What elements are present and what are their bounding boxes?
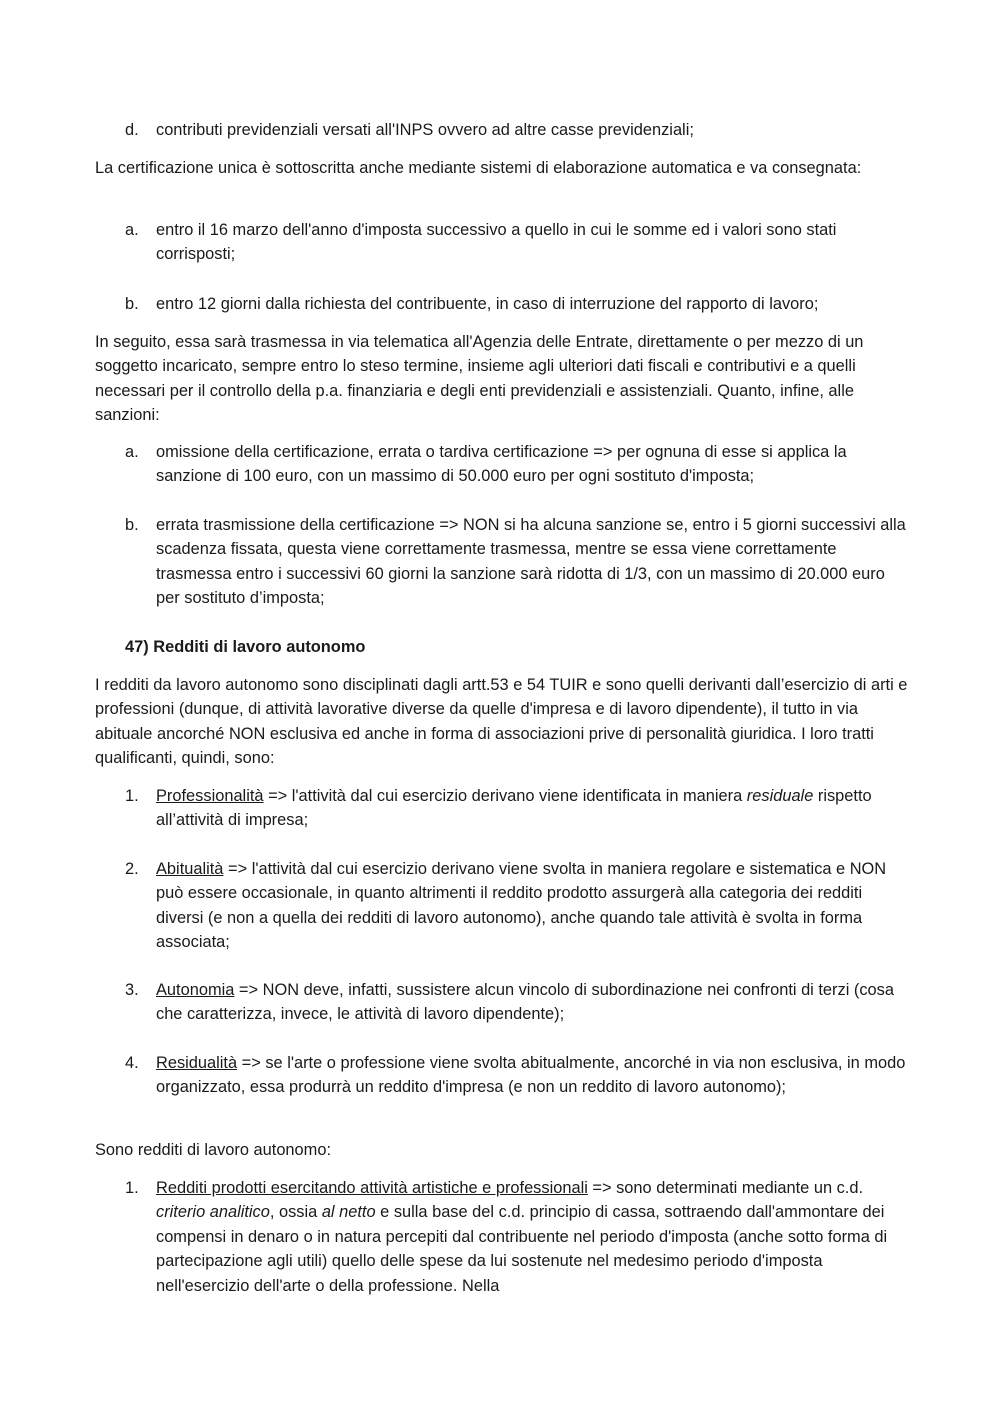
text-span: => l'attività dal cui esercizio derivano viene identificata in maniera — [263, 787, 747, 805]
emphasis: criterio analitico — [156, 1203, 270, 1222]
list-marker: 3. — [125, 981, 139, 999]
text-span: => NON deve, infatti, sussistere alcun vincolo di subordinazione nei confronti di terzi (cosa che caratterizza, invece, le attività di lavoro dipendente); — [156, 981, 894, 1024]
paragraph: Sono redditi di lavoro autonomo: — [95, 1141, 331, 1159]
list-marker: 1. — [125, 1179, 139, 1197]
emphasis: al netto — [321, 1203, 376, 1222]
list-item-text — [156, 978, 910, 1027]
list-item-text: errata trasmissione della certificazione => NON si ha alcuna sanzione se, entro i 5 giorni successivi alla scadenza fissata, questa viene correttamente trasmessa, mentre se essa viene correttamente trasmessa entro i successivi 60 giorni la sanzione sarà ridotta di 1/3, con un massimo di 20.000 euro per sostituto d’imposta; — [156, 516, 906, 608]
paragraph: In seguito, essa sarà trasmessa in via telematica all'Agenzia delle Entrate, direttamente o per mezzo di un soggetto incaricato, sempre entro lo steso termine, insieme agli ulteriori dati fiscali e contributivi e a quelli necessari per il controllo della p.a. finanziaria e degli enti previdenziali e assistenziali. Quanto, infine, alle sanzioni: — [95, 333, 864, 425]
list-item-text — [156, 1051, 910, 1100]
list-marker: b. — [125, 295, 139, 313]
list-item-text: omissione della certificazione, errata o tardiva certificazione => per ognuna di esse si applica la sanzione di 100 euro, con un massimo di 50.000 euro per ogni sostituto d'imposta; — [156, 443, 847, 486]
list-item-text — [156, 1176, 910, 1298]
list-item — [125, 1176, 910, 1298]
term: Abitualità — [156, 860, 224, 878]
list-item — [125, 292, 910, 316]
text-span: , ossia — [269, 1203, 322, 1222]
section-heading: 47) Redditi di lavoro autonomo — [125, 638, 366, 656]
list-item — [125, 218, 910, 267]
term: Professionalità — [156, 787, 264, 805]
text-span: => l'attività dal cui esercizio derivano viene svolta in maniera regolare e sistematica e NON può essere occasionale, in quanto altrimenti il reddito prodotto assurgerà alla categoria dei redditi diversi (e non a quella dei redditi di lavoro autonomo), anche quando tale attività è svolta in forma associata; — [156, 860, 887, 952]
term: Autonomia — [156, 981, 235, 999]
paragraph: I redditi da lavoro autonomo sono disciplinati dagli artt.53 e 54 TUIR e sono quelli derivanti dall’esercizio di arti e professioni (dunque, di attività lavorative diverse da quelle d'impresa e di lavoro dipendente), il tutto in via abituale ancorché NON esclusiva ed anche in forma di associazioni prive di personalità giuridica. I loro tratti qualificanti, quindi, sono: — [95, 676, 908, 768]
list-item — [125, 440, 910, 489]
term: Residualità — [156, 1054, 238, 1072]
paragraph: La certificazione unica è sottoscritta anche mediante sistemi di elaborazione automatica e va consegnata: — [95, 159, 862, 177]
list-item-text: entro 12 giorni dalla richiesta del contribuente, in caso di interruzione del rapporto di lavoro; — [156, 295, 819, 313]
text-span: rispetto all’attività di impresa; — [156, 787, 872, 830]
list-item — [125, 857, 910, 955]
list-item — [125, 513, 910, 611]
list-marker: 1. — [125, 787, 139, 805]
text-span: => se l'arte o professione viene svolta abitualmente, ancorché in via non esclusiva, in modo organizzato, essa produrrà un reddito d'impresa (e non un reddito di lavoro autonomo); — [156, 1054, 906, 1097]
list-item-text — [156, 857, 910, 955]
text-span: => sono determinati mediante un c.d. — [587, 1179, 864, 1197]
list-item — [125, 1051, 910, 1100]
list-marker: 2. — [125, 860, 139, 878]
list-item-text: contributi previdenziali versati all'INPS ovvero ad altre casse previdenziali; — [156, 121, 694, 139]
list-item — [125, 978, 910, 1027]
list-marker: 4. — [125, 1054, 139, 1072]
list-marker: a. — [125, 221, 139, 239]
list-marker: a. — [125, 443, 139, 461]
term: Redditi prodotti esercitando attività artistiche e professionali — [156, 1179, 588, 1197]
list-marker: d. — [125, 121, 139, 139]
emphasis: residuale — [746, 787, 814, 805]
list-item — [125, 118, 910, 142]
list-item-text: entro il 16 marzo dell'anno d'imposta successivo a quello in cui le somme ed i valori sono stati corrisposti; — [156, 221, 837, 264]
text-span: e sulla base del c.d. principio di cassa, sottraendo dall'ammontare dei compensi in denaro o in natura percepiti dal contribuente nel periodo d'imposta (anche sotto forma di partecipazione agli utili) quello delle spese da lui sostenute nel medesimo periodo d'imposta nell'esercizio dell'arte o della professione. Nella — [156, 1203, 888, 1295]
list-item-text — [156, 784, 910, 833]
list-marker: b. — [125, 516, 139, 534]
list-item — [125, 784, 910, 833]
